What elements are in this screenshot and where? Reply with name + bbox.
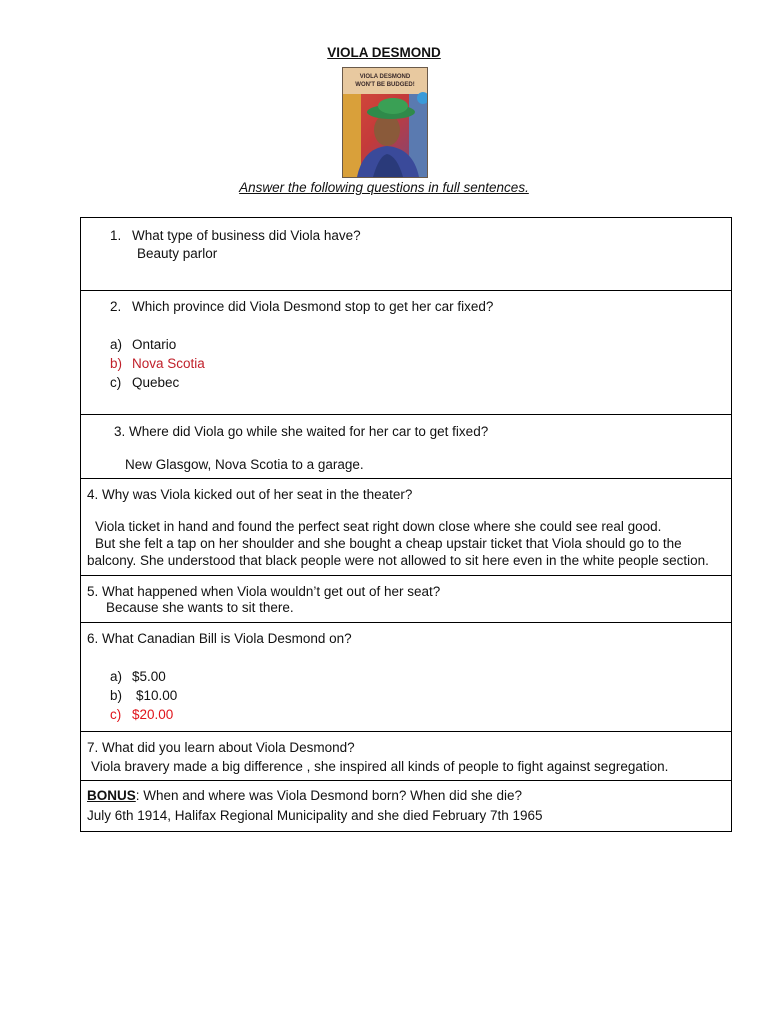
q6-option-c-letter: c) xyxy=(110,707,122,722)
q6-option-b-letter: b) xyxy=(110,688,123,703)
q4-answer-line-2: But she felt a tap on her shoulder and she bought a cheap upstair ticket that Viola should go to the xyxy=(95,536,682,551)
q6-option-b: $10.00 xyxy=(136,688,178,703)
q2-question: Which province did Viola Desmond stop to get her car fixed? xyxy=(132,299,494,314)
q4-answer-line-3: balcony. She understood that black people were not allowed to sit here even in the white people section. xyxy=(87,553,709,568)
q3-question: 3. Where did Viola go while she waited for her car to get fixed? xyxy=(114,424,489,439)
cover-title-line2: WON'T BE BUDGED! xyxy=(355,82,415,88)
questions-table xyxy=(80,217,732,832)
question-row-5 xyxy=(81,575,731,622)
question-row-2 xyxy=(81,290,731,414)
q2-number: 2. xyxy=(110,299,122,314)
q2-option-a-letter: a) xyxy=(110,337,123,352)
q5-question: 5. What happened when Viola wouldn’t get out of her seat? xyxy=(87,584,441,599)
q1-number: 1. xyxy=(110,228,122,243)
q1-question: What type of business did Viola have? xyxy=(132,228,361,243)
q2-option-c: Quebec xyxy=(132,375,180,390)
bonus-answer: July 6th 1914, Halifax Regional Municipality and she died February 7th 1965 xyxy=(87,808,543,823)
q2-option-a: Ontario xyxy=(132,337,177,352)
cover-title-line1: VIOLA DESMOND xyxy=(359,74,411,80)
book-cover-illustration xyxy=(343,68,427,177)
question-row-4 xyxy=(81,478,731,575)
bonus-label: BONUS xyxy=(87,788,136,803)
page-title: VIOLA DESMOND xyxy=(327,45,441,60)
bonus-question: : When and where was Viola Desmond born? When did she die? xyxy=(135,788,522,803)
book-cover-image xyxy=(342,67,428,178)
question-row-1 xyxy=(81,218,731,290)
q7-question: 7. What did you learn about Viola Desmond? xyxy=(87,740,355,755)
q7-answer: Viola bravery made a big difference , she inspired all kinds of people to fight against segregation. xyxy=(91,759,669,774)
q6-question: 6. What Canadian Bill is Viola Desmond on? xyxy=(87,631,352,646)
q2-option-b-letter: b) xyxy=(110,356,123,371)
q6-option-a-letter: a) xyxy=(110,669,123,684)
q2-option-b-selected: Nova Scotia xyxy=(132,356,205,371)
question-row-7 xyxy=(81,731,731,780)
q4-answer-line-1: Viola ticket in hand and found the perfect seat right down close where she could see real good. xyxy=(95,519,662,534)
q6-option-c-selected: $20.00 xyxy=(132,707,174,722)
q5-answer: Because she wants to sit there. xyxy=(106,600,294,615)
q2-option-c-letter: c) xyxy=(110,375,122,390)
q1-answer: Beauty parlor xyxy=(137,246,218,261)
instruction-text: Answer the following questions in full sentences. xyxy=(239,180,529,195)
q4-question: 4. Why was Viola kicked out of her seat in the theater? xyxy=(87,487,413,502)
bonus-row xyxy=(81,780,731,831)
question-row-6 xyxy=(81,622,731,731)
q3-answer: New Glasgow, Nova Scotia to a garage. xyxy=(125,457,364,472)
q6-option-a: $5.00 xyxy=(132,669,166,684)
question-row-3 xyxy=(81,414,731,478)
bonus-question-line xyxy=(87,787,522,804)
